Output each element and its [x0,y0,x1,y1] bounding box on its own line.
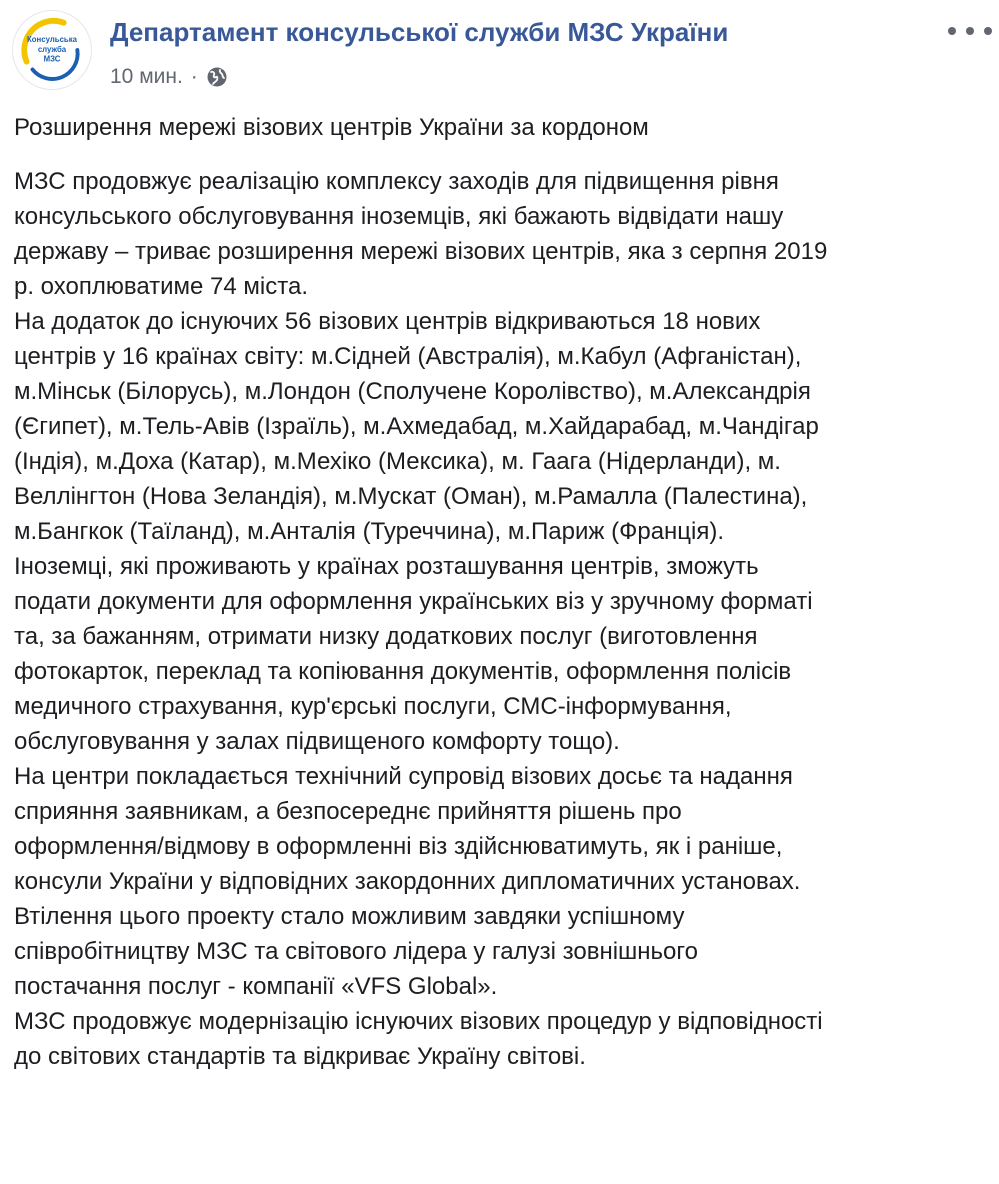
post-body-line: подати документи для оформлення українських віз у зручному форматі [14,588,813,615]
post-body-line: державу – триває розширення мережі візових центрів, яка з серпня 2019 [14,238,828,265]
post-body-line: сприяння заявникам, а безпосереднє прийняття рішень про [14,798,682,825]
post-title: Розширення мережі візових центрів України за кордоном [14,114,649,141]
post-body-line: консульського обслуговування іноземців, які бажають відвідати нашу [14,203,784,230]
meta-separator: · [190,65,198,88]
post-body-line: м.Бангкок (Таїланд), м.Анталія (Туреччина), м.Париж (Франція). [14,518,725,545]
post-body-line: р. охоплюватиме 74 міста. [14,273,308,300]
logo-text-line-2: служба [37,44,67,54]
post-body-line: На центри покладається технічний супровід візових досьє та надання [14,763,793,790]
post-meta [110,62,228,92]
post-body-line: обслуговування у залах підвищеного комфорту тощо). [14,728,620,755]
post-body-line: консули України у відповідних закордонних дипломатичних установах. [14,868,801,895]
page-name-link[interactable]: Департамент консульської служби МЗС України [110,17,729,47]
post-body-line: до світових стандартів та відкриває Україну світові. [14,1043,586,1070]
logo-text-line-1: Консульська [27,35,77,45]
globe-icon[interactable] [206,66,228,88]
ministry-logo-icon [13,11,91,89]
post-body-line: оформлення/відмову в оформленні віз здійснюватимуть, як і раніше, [14,833,783,860]
post-body-line: МЗС продовжує реалізацію комплексу заходів для підвищення рівня [14,168,779,195]
more-options-button[interactable] [948,18,992,44]
post-timestamp[interactable]: 10 мин. [110,65,183,88]
post-body-line: центрів у 16 країнах світу: м.Сідней (Австралія), м.Кабул (Афганістан), [14,343,802,370]
post-body-line: (Індія), м.Доха (Катар), м.Мехіко (Мексика), м. Гаага (Нідерланди), м. [14,448,781,475]
post-body-line: Іноземці, які проживають у країнах розташування центрів, зможуть [14,553,759,580]
post-body-line: (Єгипет), м.Тель-Авів (Ізраїль), м.Ахмедабад, м.Хайдарабад, м.Чандігар [14,413,819,440]
post-body-line: та, за бажанням, отримати низку додаткових послуг (виготовлення [14,623,758,650]
post-body-line: МЗС продовжує модернізацію існуючих візових процедур у відповідності [14,1008,823,1035]
page-avatar[interactable] [12,10,92,90]
post-body-line: співробітництву МЗС та світового лідера у галузі зовнішнього [14,938,698,965]
post-body-line: медичного страхування, кур'єрські послуги, СМС-інформування, [14,693,732,720]
post-body [14,164,994,1074]
more-options-icon-dot [948,27,956,35]
more-options-icon-dot [984,27,992,35]
post-body-line: м.Мінськ (Білорусь), м.Лондон (Сполучене Королівство), м.Александрія [14,378,811,405]
more-options-icon-dot [966,27,974,35]
logo-text-line-3: МЗС [43,54,61,64]
post-body-line: Втілення цього проекту стало можливим завдяки успішному [14,903,685,930]
post-body-line: постачання послуг - компанії «VFS Global». [14,973,498,1000]
post-body-line: фотокарток, переклад та копіювання документів, оформлення полісів [14,658,792,685]
post-body-line: На додаток до існуючих 56 візових центрів відкриваються 18 нових [14,308,761,335]
post-body-line: Веллінгтон (Нова Зеландія), м.Мускат (Оман), м.Рамалла (Палестина), [14,483,808,510]
